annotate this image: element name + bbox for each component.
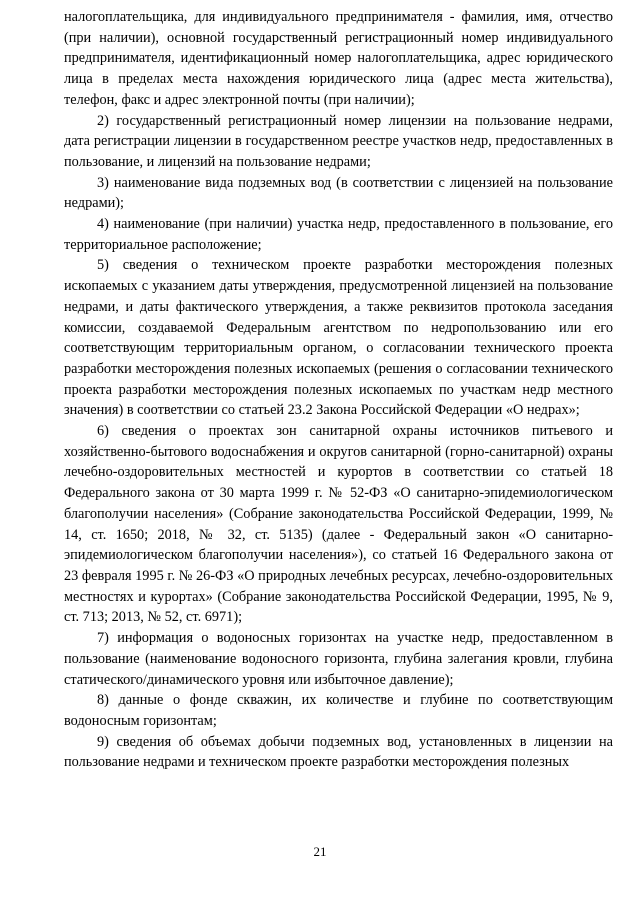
page-number: 21 xyxy=(313,844,327,859)
paragraph-item-6: 6) сведения о проектах зон санитарной охраны источников питьевого и хозяйственно-бытового водоснабжения и округов санитарной (горно-санитарной) охраны лечебно-оздоровительных местностей и курортов в соответствии со статьей 18 Федерального закона от 30 марта 1999 г. № 52-ФЗ «О санитарно-эпидемиологическом благополучии населения» (Собрание законодательства Российской Федерации, 1999, № 14, ст. 1650; 2018, № 32, ст. 5135) (далее - Федеральный закон «О санитарно-эпидемиологическом благополучии населения»), со статьей 16 Федерального закона от 23 февраля 1995 г. № 26-ФЗ «О природных лечебных ресурсах, лечебно-оздоровительных местностях и курортах» (Собрание законодательства Российской Федерации, 1995, № 9, ст. 713; 2013, № 52, ст. 6971); xyxy=(64,423,613,626)
paragraph-item-4: 4) наименование (при наличии) участка недр, предоставленного в пользование, его территориальное расположение; xyxy=(64,216,613,253)
paragraph-continuation: налогоплательщика, для индивидуального предпринимателя - фамилия, имя, отчество (при наличии), основной государственный регистрационный номер индивидуального предпринимателя, идентификационный номер налогоплательщика, адрес юридического лица в пределах места нахождения юридического лица (адрес места жительства), телефон, факс и адрес электронной почты (при наличии); xyxy=(64,9,613,108)
paragraph-item-5: 5) сведения о техническом проекте разработки месторождения полезных ископаемых с указанием даты утверждения, предусмотренной лицензией на пользование недрами, и даты фактического утверждения, а также реквизитов протокола заседания комиссии, создаваемой Федеральным агентством по недропользованию или его соответствующим территориальным органом, о согласовании технического проекта разработки месторождения полезных ископаемых (решения о согласовании технического проекта разработки месторождения полезных ископаемых по участкам недр местного значения) в соответствии со статьей 23.2 Закона Российской Федерации «О недрах»; xyxy=(64,257,613,419)
paragraph-item-7: 7) информация о водоносных горизонтах на участке недр, предоставленном в пользование (наименование водоносного горизонта, глубина залегания кровли, глубина статического/динамического уровня или избыточное давление); xyxy=(64,630,613,688)
document-body xyxy=(64,7,613,773)
paragraph-item-3: 3) наименование вида подземных вод (в соответствии с лицензией на пользование недрами); xyxy=(64,174,613,212)
paragraph-item-9: 9) сведения об объемах добычи подземных вод, установленных в лицензии на пользование недрами и техническом проекте разработки месторождения полезных xyxy=(64,733,613,771)
paragraph-item-2: 2) государственный регистрационный номер лицензии на пользование недрами, дата регистрации лицензии в государственном реестре участков недр, предоставленных в пользование, и лицензий на пользование недрами; xyxy=(64,112,613,170)
paragraph-item-8: 8) данные о фонде скважин, их количестве и глубине по соответствующим водоносным горизонтам; xyxy=(64,692,613,729)
